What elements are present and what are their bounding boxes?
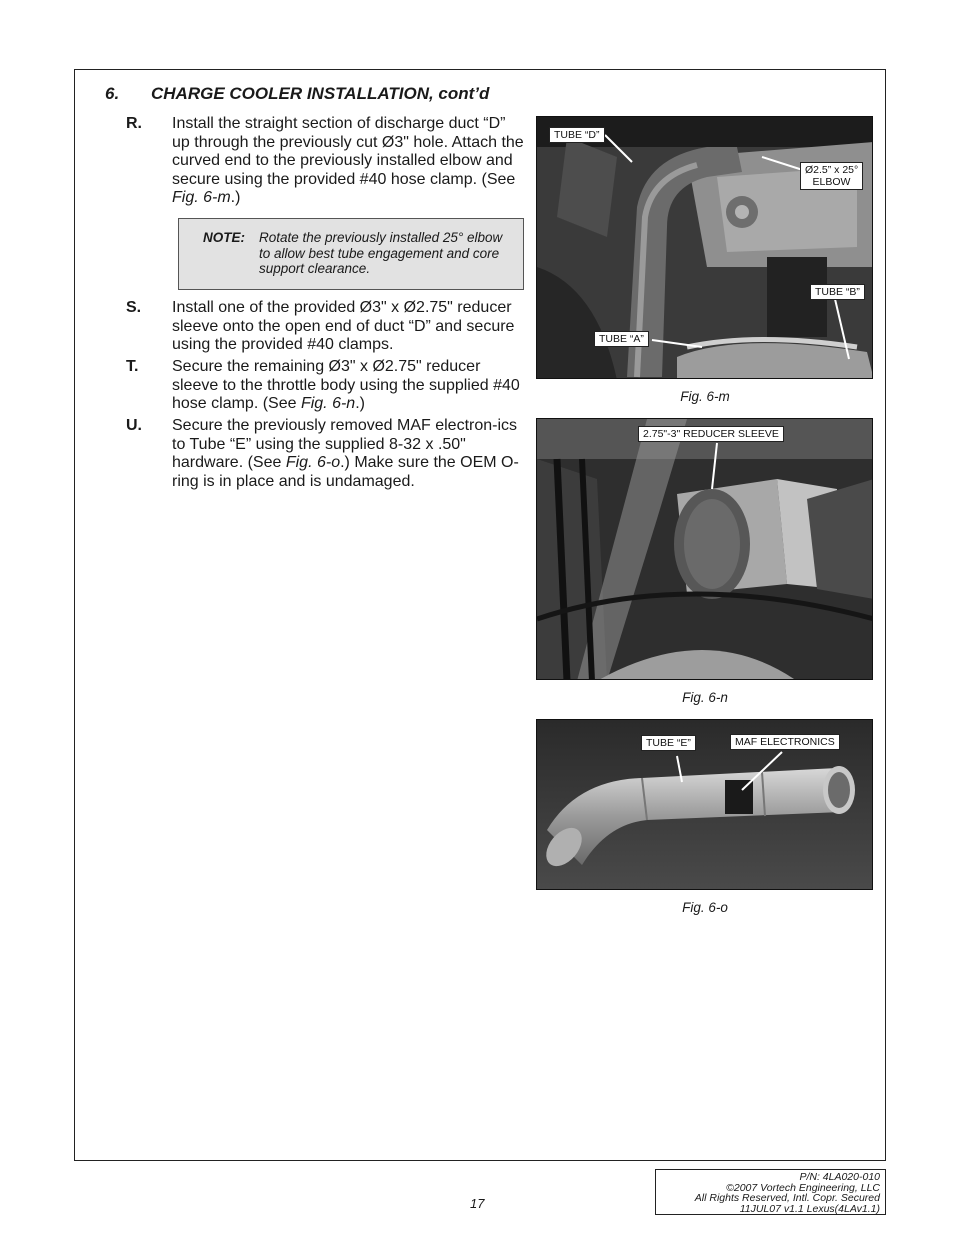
step-letter: U. [126, 417, 142, 434]
rights-line: All Rights Reserved, Intl. Copr. Secured [694, 1192, 880, 1204]
callout-reducer-sleeve: 2.75"-3" REDUCER SLEEVE [638, 426, 784, 442]
callout-maf-electronics: MAF ELECTRONICS [730, 734, 840, 750]
callout-elbow [800, 162, 863, 190]
figure-6m-photo [536, 116, 873, 379]
callout-elbow-line2: ELBOW [812, 176, 851, 188]
version-line: 11JUL07 v1.1 Lexus(4LAv1.1) [739, 1202, 880, 1215]
step-text-part: .) [230, 189, 241, 206]
callout-tube-a: TUBE “A” [594, 331, 649, 347]
step-letter: R. [126, 115, 142, 132]
callout-tube-b: TUBE “B” [810, 284, 865, 300]
step-letter: T. [126, 358, 139, 375]
step-letter: S. [126, 299, 142, 316]
step-text-part: Install one of the provided Ø3" x Ø2.75" reducer sleeve onto the open end of duct “D” and secure using the provided #40 clamps. [172, 299, 515, 353]
footer-info-box [655, 1169, 886, 1215]
section-number: 6. [105, 84, 120, 103]
figure-reference: Fig. 6-o [285, 454, 341, 471]
step-text [172, 417, 524, 491]
figure-reference: Fig. 6-m [172, 189, 231, 206]
step-text-part: Secure the previously removed MAF electron-ics to Tube “E” using the supplied 8-32 x .50" hardware. (See [172, 417, 518, 471]
callout-tube-d: TUBE “D” [549, 127, 605, 143]
figure-reference: Fig. 6-n [300, 395, 356, 412]
step-text-part: Install the straight section of discharge duct “D” up through the previously cut Ø3" hole. Attach the curved end to the previously installed elbow and secure using the provided #40 hose clamp. (See [172, 115, 524, 188]
figure-6m-caption: Fig. 6-m [680, 389, 730, 404]
note-label: NOTE: [203, 230, 245, 245]
step-text-part: Secure the remaining Ø3" x Ø2.75" reducer sleeve to the throttle body using the supplied #40 hose clamp. (See [172, 358, 520, 412]
section-title: CHARGE COOLER INSTALLATION, cont’d [151, 84, 490, 103]
note-text: Rotate the previously installed 25° elbow to allow best tube engagement and core support clearance. [259, 230, 503, 276]
step-text-part: .) Make sure the OEM O-ring is in place and is undamaged. [172, 454, 519, 490]
section-heading [105, 84, 489, 104]
copyright-line: ©2007 Vortech Engineering, LLC [726, 1181, 880, 1194]
step-text [172, 115, 524, 208]
figure-6n-caption: Fig. 6-n [682, 690, 728, 705]
part-number: P/N: 4LA020-010 [799, 1171, 880, 1183]
figure-6o-caption: Fig. 6-o [682, 900, 728, 915]
callout-tube-e: TUBE “E” [641, 735, 696, 751]
step-text-part: .) [355, 395, 365, 412]
note-box [178, 218, 524, 290]
callout-elbow-line1: Ø2.5” x 25° [805, 164, 859, 176]
figure-6n-photo [536, 418, 873, 680]
step-text [172, 358, 524, 414]
page-number: 17 [470, 1196, 485, 1211]
step-text [172, 299, 524, 355]
